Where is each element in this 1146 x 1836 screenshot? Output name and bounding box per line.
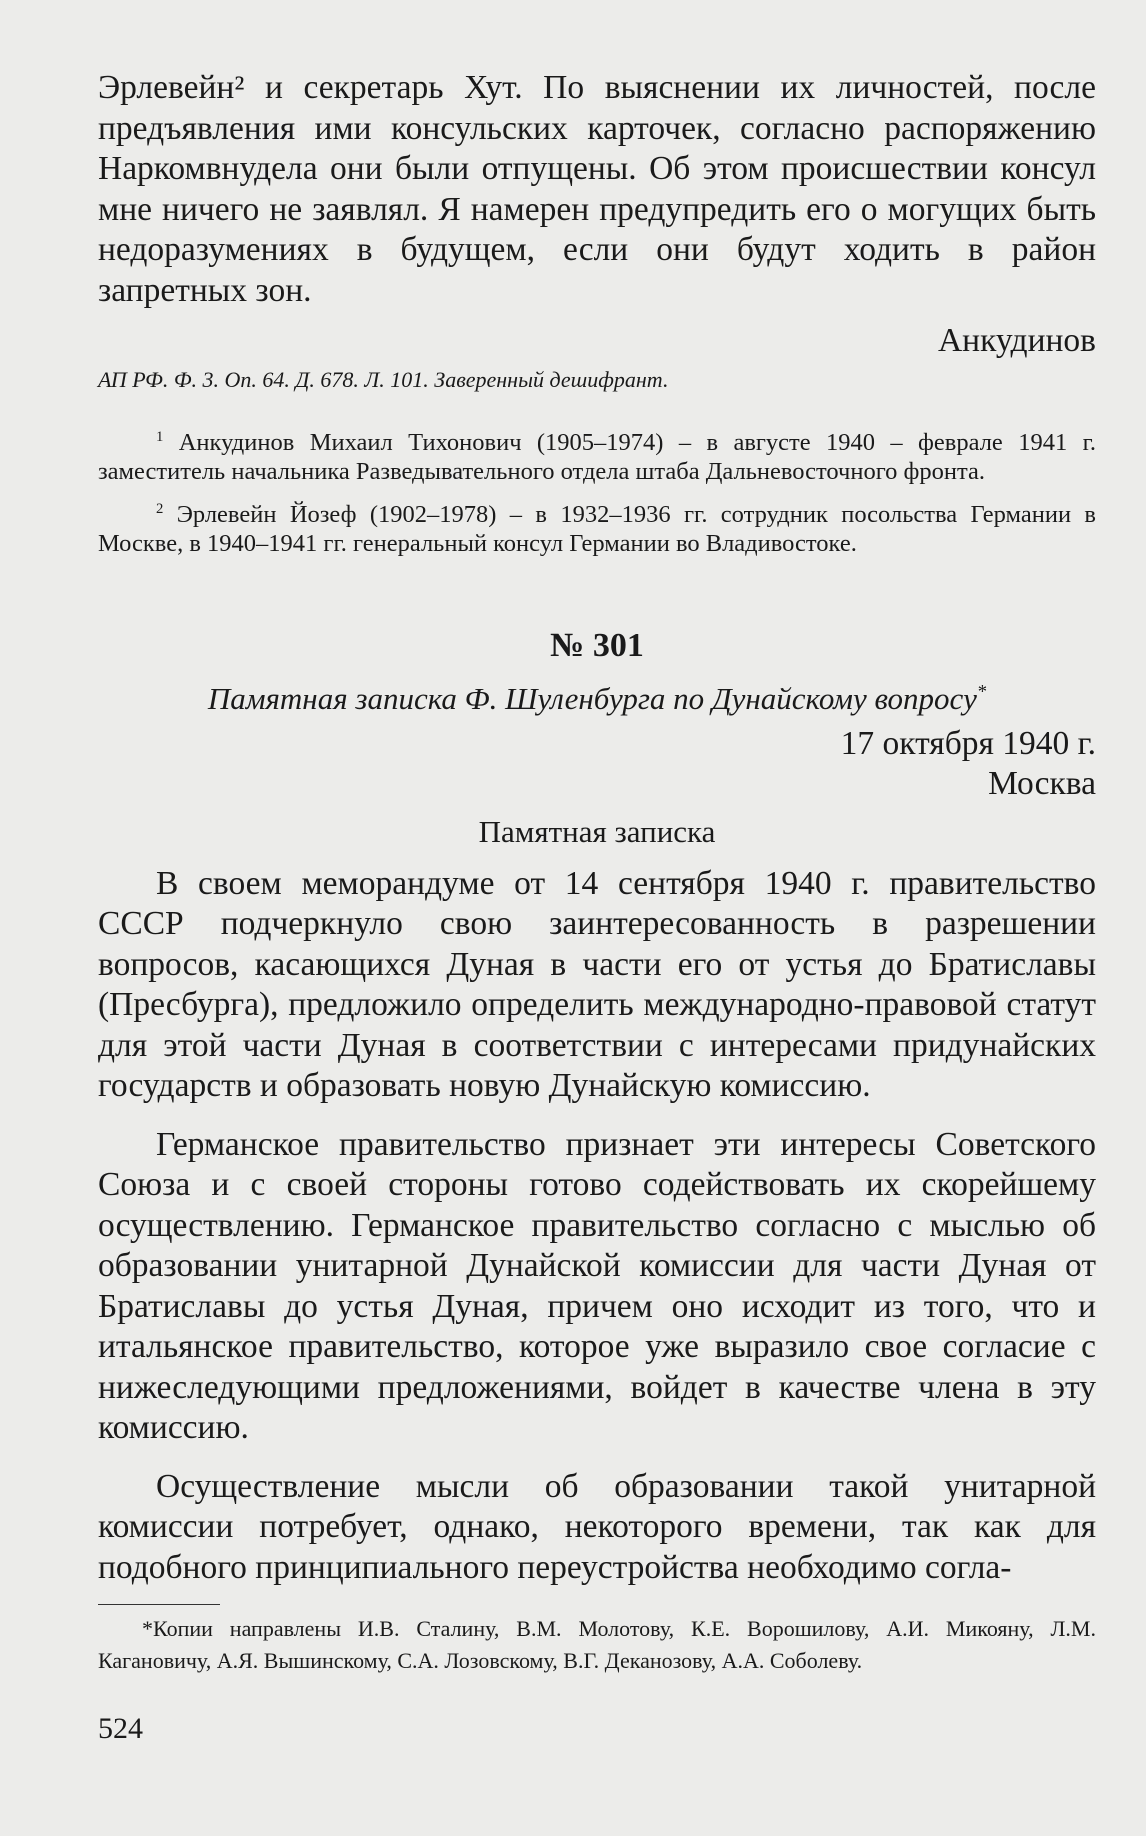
intro-paragraph: Эрлевейн² и секретарь Хут. По выяснении их личностей, после предъявления ими консульских карточек, согласно распоряжению Наркомвнудела они были отпущены. Об этом происшествии консул мне ничего не заявлял. Я намерен предупредить его о могущих быть недоразумениях в будущем, если они будут ходить в район запретных зон. xyxy=(98,69,1096,309)
footnote-1-marker: 1 xyxy=(156,428,164,445)
document-title xyxy=(98,680,1096,718)
archive-reference: АП РФ. Ф. 3. Оп. 64. Д. 678. Л. 101. Заверенный дешифрант. xyxy=(98,366,669,392)
page-number: 524 xyxy=(98,1712,143,1745)
footnote-divider xyxy=(98,1604,220,1605)
document-date: 17 октября 1940 г. xyxy=(840,724,1096,762)
body-paragraph-2: Германское правительство признает эти интересы Советского Союза и с своей стороны готово содействовать их скорейшему осуществлению. Германское правительство согласно с мыслью об образовании унитарной Дунайской комиссии для части Дуная от Братиславы до устья Дуная, причем оно исходит из того, что и итальянское правительство, которое уже выразило свое согласие с нижеследующими предложениями, войдет в качестве члена в эту комиссию. xyxy=(98,1125,1096,1446)
footnote-1 xyxy=(98,428,1096,486)
document-number: № 301 xyxy=(550,626,644,664)
signature: Анкудинов xyxy=(937,322,1096,359)
footnote-2-marker: 2 xyxy=(156,500,164,517)
document-title-text: Памятная записка Ф. Шуленбурга по Дунайскому вопросу xyxy=(207,680,977,716)
memo-heading: Памятная записка xyxy=(478,813,716,849)
document-title-footnote-mark: * xyxy=(976,681,987,703)
document-place: Москва xyxy=(988,764,1096,802)
footnote-2 xyxy=(98,500,1096,558)
copies-footnote: *Копии направлены И.В. Сталину, В.М. Молотову, К.Е. Ворошилову, А.И. Микояну, Л.М. Кагановичу, А.Я. Вышинскому, С.А. Лозовскому, В.Г. Деканозову, А.А. Соболеву. xyxy=(98,1616,1096,1673)
footnote-1-text: Анкудинов Михаил Тихонович (1905–1974) – в августе 1940 – феврале 1941 г. заместитель начальника Разведывательного отдела штаба Дальневосточного фронта. xyxy=(98,428,1096,485)
footnote-2-text: Эрлевейн Йозеф (1902–1978) – в 1932–1936 гг. сотрудник посольства Германии в Москве, в 1940–1941 гг. генеральный консул Германии во Владивостоке. xyxy=(98,500,1096,557)
text-block xyxy=(98,68,1096,1747)
body-paragraph-1: В своем меморандуме от 14 сентября 1940 г. правительство СССР подчеркнуло свою заинтересованность в разрешении вопросов, касающихся Дуная в части его от устья до Братиславы (Пресбурга), предложило определить международно-правовой статут для этой части Дуная в соответствии с интересами придунайских государств и образовать новую Дунайскую комиссию. xyxy=(98,864,1096,1104)
body-paragraph-3: Осуществление мысли об образовании такой унитарной комиссии потребует, однако, некоторого времени, так как для подобного принципиального переустройства необходимо согла- xyxy=(98,1467,1096,1586)
